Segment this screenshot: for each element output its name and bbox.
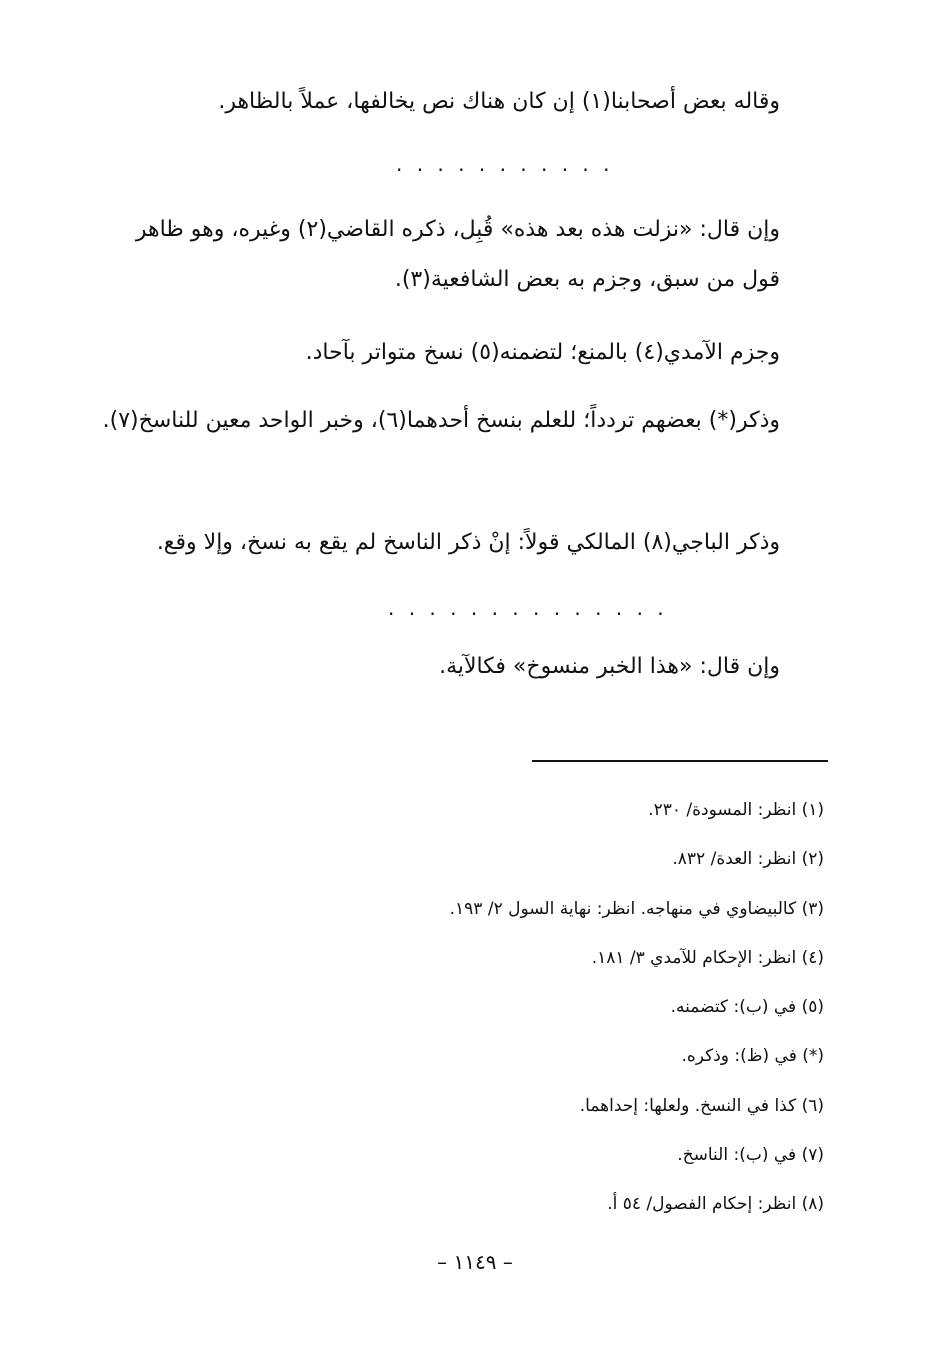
- footnote-3: (٣) كالبيضاوي في منهاجه. انظر: نهاية السول ٢/ ١٩٣.: [449, 898, 824, 919]
- page-number: – ١١٤٩ –: [437, 1250, 513, 1274]
- footnotes-list: [300, 790, 824, 1234]
- paragraph-1: وقاله بعض أصحابنا(١) إن كان هناك نص يخالفها، عملاً بالظاهر.: [218, 89, 780, 114]
- footnote-2: (٢) انظر: العدة/ ٨٣٢.: [672, 849, 824, 870]
- footnote-6: (٦) كذا في النسخ. ولعلها: إحداهما.: [579, 1095, 824, 1116]
- paragraph-5: وذكر الباجي(٨) المالكي قولاً: إنْ ذكر الناسخ لم يقع به نسخ، وإلا وقع.: [156, 530, 780, 555]
- footnote-asterisk: (*) في (ظ): وذكره.: [681, 1046, 824, 1067]
- paragraph-4: وذكر(*) بعضهم تردداً؛ للعلم بنسخ أحدهما(٦)، وخبر الواحد معين للناسخ(٧).: [102, 408, 780, 433]
- separator-dots-1: . . . . . . . . . . .: [396, 152, 614, 176]
- separator-dots-2: . . . . . . . . . . . . . .: [388, 596, 668, 620]
- paragraph-2: وإن قال: «نزلت هذه بعد هذه» قُبِل، ذكره القاضي(٢) وغيره، وهو ظاهر قول من سبق، وجزم به بعض الشافعية(٣).: [135, 217, 780, 292]
- footnote-4: (٤) انظر: الإحكام للآمدي ٣/ ١٨١.: [591, 947, 824, 968]
- footnote-8: (٨) انظر: إحكام الفصول/ ٥٤ أ.: [607, 1194, 824, 1215]
- footnote-divider: [532, 760, 828, 762]
- footnote-5: (٥) في (ب): كتضمنه.: [670, 997, 824, 1018]
- footnote-7: (٧) في (ب): الناسخ.: [677, 1145, 824, 1166]
- paragraph-3: وجزم الآمدي(٤) بالمنع؛ لتضمنه(٥) نسخ متواتر بآحاد.: [305, 340, 780, 365]
- footnote-1: (١) انظر: المسودة/ ٢٣٠.: [648, 800, 824, 820]
- paragraph-6: وإن قال: «هذا الخبر منسوخ» فكالآية.: [439, 654, 780, 679]
